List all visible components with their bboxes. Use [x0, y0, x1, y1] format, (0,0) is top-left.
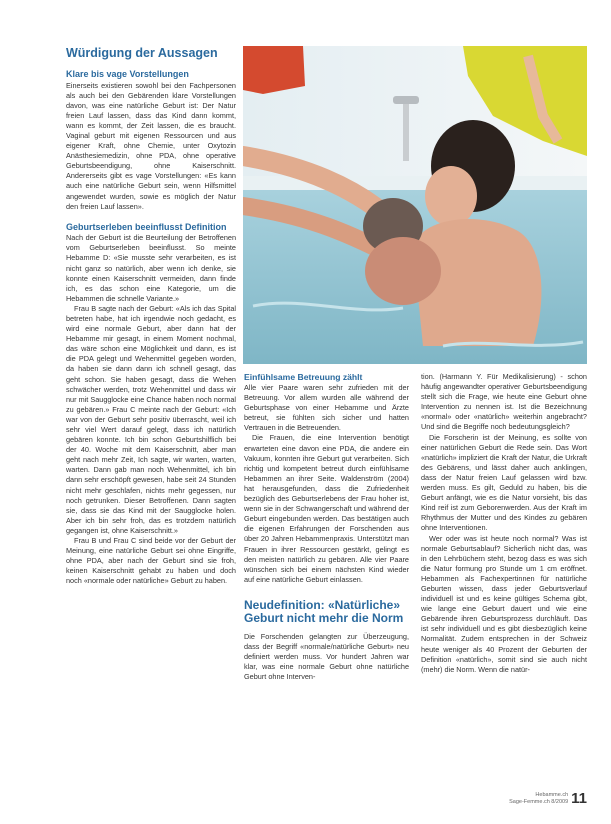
paragraph-geburtserleben-2: Frau B sagte nach der Geburt: «Als ich das Spital betreten habe, hat ich irgendwie noch gedacht, es wird eine normale Geburt, aber dann hat der Hebamme mir gesagt, in einem Moment nochmal, das wäre schon eine Möglichkeit und dann, es ist die PDA gelegt und Wehenmittel gegeben worden, da haben sie dann dann ich schnell gesagt, das geht schon. Sie haben gesagt, dass die Wehen schwächer werden, trotz Wehenmittel und dass wir nur mit Saugglocke eine Chance haben noch normal zu gebären.» Frau C meinte nach der Geburt: «Ich war von der Geburt sehr positiv überrascht, weil ich sehr viel Wert darauf gelegt, dass ich natürlich gebären konnte. Ich bin schon Geburtshilflich bei der 40. Woche mit dem Kaiserschnitt, aber man geht nach mehr Zeit, Ich sagte, wir warten, warten, warten. Dann gab man noch Wehenmittel, ich bin dann sehr erschöpft gewesen, habe seit 24 Stunden nicht mehr geschlafen, nichts mehr gegessen, nur noch getrunken. Dieser Betroffenen. Dann sagten sie, dass sie das Kind mit der Saugglocke holen. Aber ich bin sehr froh, das es trotzdem natürlich gegangen ist, ohne Kaiserschnitt.» [66, 303, 236, 535]
subheading-geburtserleben: Geburtserleben beeinflusst Definition [66, 221, 227, 232]
paragraph-betreuung-1: Alle vier Paare waren sehr zufrieden mit der Betreuung. Vor allem wurden alle während der Geburtsphase von einer Hebamme und Ärzte betreut, sie fühlten sich sicher und hatten Vertrauen in die Betreuenden. [244, 383, 409, 433]
paragraph-vorstellungen: Einerseits existieren sowohl bei den Fachpersonen als auch bei den Gebärenden klare Vorstellungen davon, was eine natürliche Geburt ist: Der Natur freien Lauf lassen, dass das Kind dann kommt, wann es kommt, der Zeit lassen, die es braucht. Vaginal geburt mit eigenen Ressourcen und aus eigener Kraft, ohne Chemie, unter Oxytozin Anästhesiemedizin, ohne PDA, ohne operative Geburtsbeendigung, ohne Kaiserschnitt. Andererseits gibt es vage Vorstellungen: «Es kann auch eine natürliche Geburt sein, wenn Hilfsmittel angewendet wurden, sowie es möglich der Natur den freien Lauf lassen». [66, 80, 236, 211]
footer-publication: Hebamme.ch [535, 792, 569, 798]
page-number: 11 [571, 790, 587, 807]
paragraph-neudefinition: Die Forschenden gelangten zur Überzeugung, dass der Begriff «normale/natürliche Geburt» neu definiert werden muss. Vor hundert Jahren war klar, was eine normale Geburt ohne natürliche Geburt ohne Interven- [244, 631, 409, 682]
page-footer [509, 791, 587, 806]
section-title: Würdigung der Aussagen [66, 46, 218, 60]
paragraph-right-2: Die Forscherin ist der Meinung, es sollte von einer natürlichen Geburt die Rede sein. Das Wort «natürlich» impliziert die Kraft der Natur, die Urkraft des Gebärens, und lässt daher auch anklingen, dass der Natur freien Lauf gelassen wird bzw. werden muss. Es gilt, Geduld zu haben, bis die Geburt anfängt, wie es die Natur vorsieht, bis das Kind reif ist zum Geborenwerden. Aus der Kraft im Rhythmus der Mutter und des Kindes zu gebären ohne Interventionen. [421, 432, 587, 533]
paragraph-right-3: Wer oder was ist heute noch normal? Was ist normale Geburtsablauf? Sicherlich nicht das, was in den Lehrbüchern steht, bezog dass es was sich die Natur formung pro Stunde um 1 cm eröffnet. Hebammen als Fachexpertinnen für natürliche Geburten wissen, dass jeder Geburtsverlauf individuell ist und es keine gültiges Schema gibt, wie lange eine Geburt dauert und wie eine Gebärende ihren Geburtsprozess durchläuft. Das ist sehr individuell und es gibt diesbezüglich keine Normalität. Zudem entsprechen in der Schweiz heute weniger als 40 Prozent der Geburten der Definition «natürlich», somit sind sie auch nicht (mehr) die Norm. Wenn die natür- [421, 533, 587, 674]
paragraph-right-1: tion. (Harmann Y. Für Medikalisierung) - schon häufig angewandter operativer Geburtsbeendigung stellt sich die Frage, wie heute eine Geburt ohne Intervention zu nennen ist. Ist die Bezeichnung «normal» oder «natürlich» weiterhin angebracht? Und sind die Begriffe noch bedeutungsgleich? [421, 372, 587, 432]
left-column [66, 46, 236, 791]
photo-illustration [243, 46, 587, 364]
subheading-betreuung: Einfühlsame Betreuung zählt [244, 372, 363, 382]
water-birth-photo [243, 46, 587, 364]
right-column [421, 372, 587, 792]
paragraph-geburtserleben-3: Frau B und Frau C sind beide vor der Geburt der Meinung, eine natürliche Geburt sei ohne Eingriffe, ohne PDA, aber nach der Geburt sind sie froh, keinen Kaiserschnitt gehabt zu haben und doch noch «normale oder natürliche» Geburt zu haben. [66, 536, 236, 586]
subheading-vorstellungen: Klare bis vage Vorstellungen [66, 69, 189, 79]
paragraph-geburtserleben-1: Nach der Geburt ist die Beurteilung der Betroffenen vom Geburtserleben beeinflusst. So meinte Hebamme D: «Sie musste sehr verarbeiten, es ist nicht ganz so natürlich, aber wenn ich denke, sie konnte einen Kaiserschnitt vermeiden, dann finde ich, es das schon eine Kategorie, um die Hebammen die schnelle Variante.» [66, 233, 236, 303]
paragraph-betreuung-2: Die Frauen, die eine Intervention benötigt erwarteten eine davon eine PDA, die andere ein Vakuum, konnten ihre Geburt gut verarbeiten. Sich richtig und kompetent betreut durch einfühlsame Hebammen an ihrer Seite. Waldenström (2004) hat herausgefunden, dass die Zufriedenheit bezüglich des Geburtserlebens der Frau hoher ist, wenn sie in der Schwangerschaft und während der Geburt eingebunden werden. Das bestätigen auch die eigenen Erfahrungen der Forschenden aus über 20 Jahren Hebammenpraxis. Unterstützt man Frauen in ihrer Ressourcen gestärkt, gelingt es den meisten natürlich zu gebären. Alle vier Paare wünschen sich bei einem nächsten Kind wieder auf eine natürliche Geburt einlassen. [244, 433, 409, 584]
middle-column [244, 372, 409, 802]
footer-meta [509, 792, 568, 806]
footer-issue: Sage-Femme.ch 8/2009 [509, 799, 569, 805]
heading-neudefinition: Neudefinition: «Natürliche» Geburt nicht mehr die Norm [244, 597, 404, 626]
